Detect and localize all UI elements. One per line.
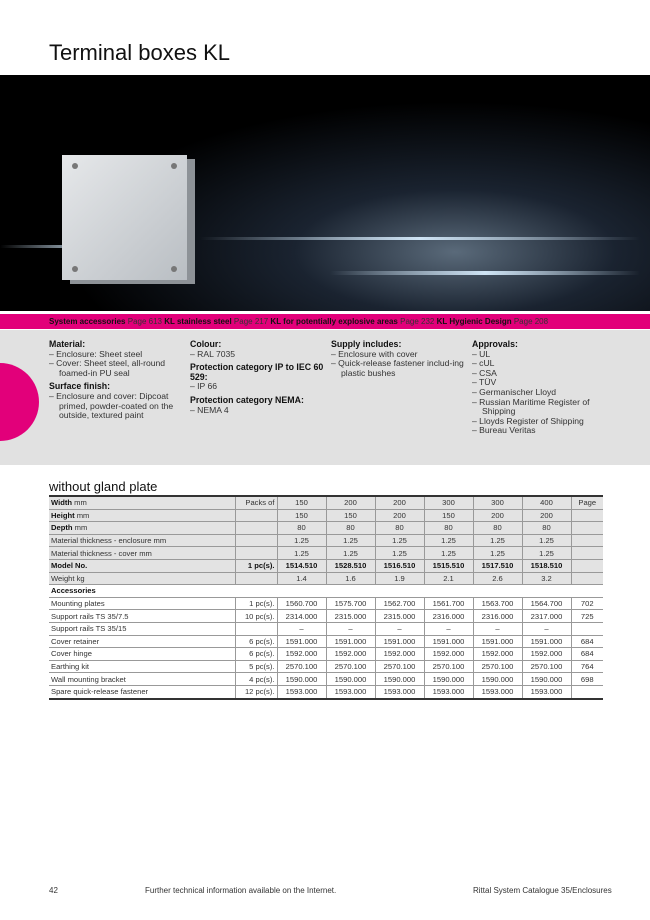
- spec-item: – RAL 7035: [190, 350, 325, 360]
- unit-text: Weight kg: [51, 573, 85, 583]
- row-label: [49, 534, 235, 547]
- value-cell: 1.9: [375, 572, 424, 585]
- table-row: [49, 534, 603, 547]
- value-cell: 80: [522, 522, 571, 535]
- product-table: [49, 495, 603, 700]
- spec-column: [331, 340, 466, 382]
- page-cell: 684: [571, 635, 603, 648]
- label-text: Width: [51, 498, 73, 508]
- model-number-cell: 1593.000: [473, 685, 522, 698]
- value-cell: 3.2: [522, 572, 571, 585]
- table-row: [49, 610, 603, 623]
- page-cell: [571, 572, 603, 585]
- value-cell: 1.25: [375, 547, 424, 560]
- model-number-cell: 1591.000: [522, 635, 571, 648]
- value-cell: 150: [277, 509, 326, 522]
- link-label[interactable]: KL stainless steel: [164, 317, 232, 326]
- spec-heading: Material:: [49, 339, 86, 349]
- value-cell: 80: [277, 522, 326, 535]
- model-number-cell: –: [522, 622, 571, 635]
- page-cell: [571, 559, 603, 572]
- table-row: [49, 509, 603, 522]
- spec-item: – Enclosure with cover: [331, 350, 466, 360]
- value-cell: 200: [375, 496, 424, 509]
- model-number-cell: –: [375, 622, 424, 635]
- spec-item: – Cover: Sheet steel, all-round foamed-in PU seal: [49, 359, 184, 378]
- value-cell: 1.25: [473, 534, 522, 547]
- spec-item: – Lloyds Register of Shipping: [472, 417, 607, 427]
- model-number-cell: –: [473, 622, 522, 635]
- footer-note: Further technical information available on the Internet.: [145, 886, 337, 895]
- value-cell: 2.1: [424, 572, 473, 585]
- model-number-cell: –: [424, 622, 473, 635]
- model-number-cell: 2314.000: [277, 610, 326, 623]
- link-label[interactable]: KL Hygienic Design: [436, 317, 512, 326]
- value-cell: 150: [326, 509, 375, 522]
- link-page[interactable]: Page 208: [513, 317, 549, 326]
- spec-item: – CSA: [472, 369, 607, 379]
- model-number-cell: 2570.100: [522, 660, 571, 673]
- model-number-cell: 1590.000: [473, 673, 522, 686]
- unit-text: mm: [72, 498, 87, 508]
- packs-cell: [235, 572, 277, 585]
- value-cell: 1518.510: [522, 559, 571, 572]
- packs-cell: 12 pc(s).: [235, 685, 277, 698]
- section-subtitle: without gland plate: [49, 479, 158, 494]
- table-row: [49, 660, 603, 673]
- model-number-cell: 2570.100: [277, 660, 326, 673]
- spec-list: [49, 392, 184, 421]
- row-label: Mounting plates: [49, 597, 235, 610]
- spec-item: – Russian Maritime Register of Shipping: [472, 398, 607, 417]
- page-cell: 764: [571, 660, 603, 673]
- model-number-cell: 1593.000: [277, 685, 326, 698]
- value-cell: 200: [375, 509, 424, 522]
- page-cell: [571, 534, 603, 547]
- spec-item: – cUL: [472, 359, 607, 369]
- model-number-cell: –: [326, 622, 375, 635]
- row-label: Spare quick-release fastener: [49, 685, 235, 698]
- unit-text: mm: [74, 510, 90, 520]
- value-cell: 1.25: [522, 547, 571, 560]
- model-number-cell: 1593.000: [326, 685, 375, 698]
- packs-cell: [235, 547, 277, 560]
- row-label: [49, 547, 235, 560]
- value-cell: 1.6: [326, 572, 375, 585]
- model-number-cell: 1592.000: [326, 648, 375, 661]
- value-cell: 1.25: [277, 547, 326, 560]
- model-number-cell: 2570.100: [424, 660, 473, 673]
- spec-item: – IP 66: [190, 382, 325, 392]
- value-cell: 1.25: [326, 547, 375, 560]
- model-number-cell: 1592.000: [277, 648, 326, 661]
- row-label: Cover hinge: [49, 648, 235, 661]
- spec-list: [49, 350, 184, 379]
- value-cell: 1.25: [473, 547, 522, 560]
- table-row: [49, 547, 603, 560]
- unit-text: Material thickness - enclosure mm: [51, 536, 167, 546]
- row-label: Earthing kit: [49, 660, 235, 673]
- row-label: Cover retainer: [49, 635, 235, 648]
- value-cell: 1.25: [277, 534, 326, 547]
- value-cell: 80: [424, 522, 473, 535]
- page-cell: 702: [571, 597, 603, 610]
- value-cell: 80: [473, 522, 522, 535]
- table-row: [49, 559, 603, 572]
- page-cell: [571, 509, 603, 522]
- spec-item: – NEMA 4: [190, 406, 325, 416]
- row-label: Support rails TS 35/7.5: [49, 610, 235, 623]
- spec-column: [49, 340, 184, 425]
- spec-item: – UL: [472, 350, 607, 360]
- model-number-cell: 1592.000: [522, 648, 571, 661]
- value-cell: 150: [424, 509, 473, 522]
- spec-heading: Approvals:: [472, 339, 518, 349]
- value-cell: 1516.510: [375, 559, 424, 572]
- model-number-cell: 1590.000: [375, 673, 424, 686]
- page-cell: Page: [571, 496, 603, 509]
- value-cell: 200: [473, 509, 522, 522]
- model-number-cell: 1591.000: [424, 635, 473, 648]
- model-number-cell: 2316.000: [473, 610, 522, 623]
- value-cell: 400: [522, 496, 571, 509]
- page-cell: [571, 622, 603, 635]
- link-page[interactable]: Page 232: [400, 317, 435, 326]
- model-number-cell: 1592.000: [473, 648, 522, 661]
- model-number-cell: 1561.700: [424, 597, 473, 610]
- row-label: [49, 522, 235, 535]
- value-cell: 200: [522, 509, 571, 522]
- product-photo: [0, 75, 650, 311]
- value-cell: 200: [326, 496, 375, 509]
- value-cell: 80: [375, 522, 424, 535]
- model-number-cell: 2316.000: [424, 610, 473, 623]
- spec-list: [190, 406, 325, 416]
- spec-heading: Protection category NEMA:: [190, 394, 304, 405]
- value-cell: 1.4: [277, 572, 326, 585]
- table-row: [49, 522, 603, 535]
- model-number-cell: –: [277, 622, 326, 635]
- packs-cell: [235, 522, 277, 535]
- spec-heading: Protection category IP to IEC 60 529:: [190, 362, 324, 382]
- spec-item: – Bureau Veritas: [472, 426, 607, 436]
- link-page[interactable]: Page 613: [127, 317, 162, 326]
- spec-list: [331, 350, 466, 379]
- value-cell: 1.25: [522, 534, 571, 547]
- model-number-cell: 2315.000: [326, 610, 375, 623]
- accessories-heading: Accessories: [49, 585, 603, 598]
- page-cell: 684: [571, 648, 603, 661]
- packs-cell: [235, 622, 277, 635]
- value-cell: 300: [424, 496, 473, 509]
- packs-cell: 1 pc(s).: [235, 597, 277, 610]
- table-row: [49, 622, 603, 635]
- model-number-cell: 1590.000: [424, 673, 473, 686]
- model-number-cell: 1591.000: [326, 635, 375, 648]
- unit-text: Material thickness - cover mm: [51, 548, 152, 558]
- packs-cell: 10 pc(s).: [235, 610, 277, 623]
- spec-item: – Germanischer Lloyd: [472, 388, 607, 398]
- value-cell: 1.25: [424, 547, 473, 560]
- label-text: Depth: [51, 523, 73, 533]
- row-label: Support rails TS 35/15: [49, 622, 235, 635]
- value-cell: 1514.510: [277, 559, 326, 572]
- model-number-cell: 2317.000: [522, 610, 571, 623]
- value-cell: 2.6: [473, 572, 522, 585]
- spec-list: [472, 350, 607, 436]
- spec-item: – TÜV: [472, 378, 607, 388]
- model-number-cell: 1590.000: [326, 673, 375, 686]
- page-cell: 725: [571, 610, 603, 623]
- table-row: [49, 635, 603, 648]
- page-cell: 698: [571, 673, 603, 686]
- table-row: [49, 597, 603, 610]
- row-label: [49, 509, 235, 522]
- value-cell: 1.25: [326, 534, 375, 547]
- row-label: [49, 559, 235, 572]
- model-number-cell: 1560.700: [277, 597, 326, 610]
- model-number-cell: 1593.000: [522, 685, 571, 698]
- page-cell: [571, 685, 603, 698]
- model-number-cell: 1562.700: [375, 597, 424, 610]
- packs-cell: 6 pc(s).: [235, 648, 277, 661]
- model-number-cell: 2570.100: [375, 660, 424, 673]
- row-label: [49, 572, 235, 585]
- value-cell: 1528.510: [326, 559, 375, 572]
- packs-cell: 4 pc(s).: [235, 673, 277, 686]
- cross-reference-bar: [0, 314, 650, 329]
- page-cell: [571, 547, 603, 560]
- spec-item: – Quick-release fastener includ-ing plastic bushes: [331, 359, 466, 378]
- page-cell: [571, 522, 603, 535]
- model-number-cell: 1590.000: [277, 673, 326, 686]
- spec-column: [190, 340, 325, 419]
- page-number: 42: [49, 886, 58, 895]
- spec-column: [472, 340, 607, 440]
- terminal-box-image: [62, 155, 187, 280]
- unit-text: mm: [72, 523, 88, 533]
- spec-list: [190, 350, 325, 360]
- packs-cell: Packs of: [235, 496, 277, 509]
- spec-heading: Supply includes:: [331, 339, 402, 349]
- link-label[interactable]: KL for potentially explosive areas: [270, 317, 398, 326]
- page-title: Terminal boxes KL: [49, 40, 230, 65]
- model-number-cell: 1592.000: [375, 648, 424, 661]
- packs-cell: 5 pc(s).: [235, 660, 277, 673]
- model-number-cell: 1575.700: [326, 597, 375, 610]
- value-cell: 1517.510: [473, 559, 522, 572]
- model-number-cell: 2570.100: [473, 660, 522, 673]
- label-text: Model No.: [51, 561, 88, 571]
- spec-item: – Enclosure: Sheet steel: [49, 350, 184, 360]
- model-number-cell: 1590.000: [522, 673, 571, 686]
- footer-catalogue: Rittal System Catalogue 35/Enclosures: [473, 886, 612, 895]
- model-number-cell: 1591.000: [277, 635, 326, 648]
- model-number-cell: 2315.000: [375, 610, 424, 623]
- link-page[interactable]: Page 217: [233, 317, 269, 326]
- spec-heading: Colour:: [190, 339, 222, 349]
- link-label[interactable]: System accessories: [49, 317, 126, 326]
- accessories-heading-row: [49, 585, 603, 598]
- table-row: [49, 572, 603, 585]
- table-row: [49, 496, 603, 509]
- row-label: Wall mounting bracket: [49, 673, 235, 686]
- packs-cell: [235, 509, 277, 522]
- value-cell: 150: [277, 496, 326, 509]
- packs-cell: 6 pc(s).: [235, 635, 277, 648]
- model-number-cell: 1564.700: [522, 597, 571, 610]
- value-cell: 1.25: [375, 534, 424, 547]
- packs-cell: 1 pc(s).: [235, 559, 277, 572]
- model-number-cell: 1593.000: [375, 685, 424, 698]
- model-number-cell: 1591.000: [473, 635, 522, 648]
- spec-heading: Surface finish:: [49, 381, 111, 392]
- model-number-cell: 1593.000: [424, 685, 473, 698]
- model-number-cell: 1563.700: [473, 597, 522, 610]
- model-number-cell: 1591.000: [375, 635, 424, 648]
- model-number-cell: 2570.100: [326, 660, 375, 673]
- value-cell: 1.25: [424, 534, 473, 547]
- spec-item: – Enclosure and cover: Dipcoat primed, powder-coated on the outside, textured paint: [49, 392, 184, 421]
- model-number-cell: 1592.000: [424, 648, 473, 661]
- spec-list: [190, 382, 325, 392]
- table-row: [49, 673, 603, 686]
- table-row: [49, 648, 603, 661]
- value-cell: 1515.510: [424, 559, 473, 572]
- packs-cell: [235, 534, 277, 547]
- label-text: Height: [51, 510, 75, 520]
- value-cell: 300: [473, 496, 522, 509]
- value-cell: 80: [326, 522, 375, 535]
- row-label: [49, 496, 235, 509]
- table-row: [49, 685, 603, 698]
